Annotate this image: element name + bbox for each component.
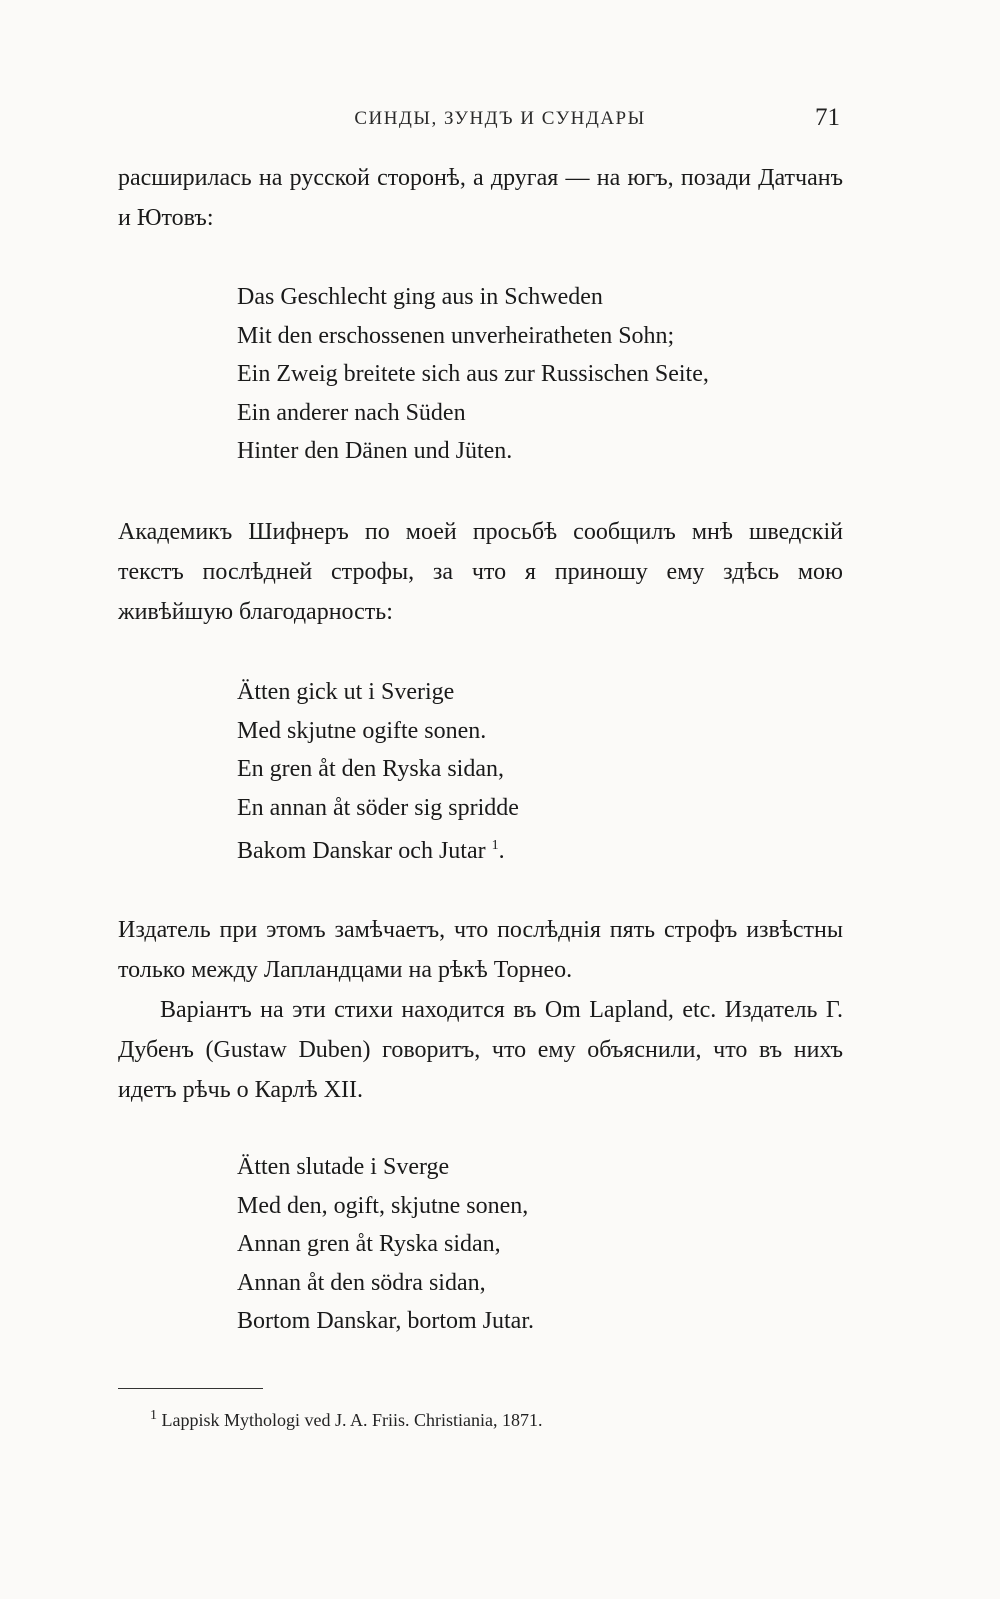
verse-line: Ein Zweig breitete sich aus zur Russischen Seite, (237, 361, 709, 387)
verse-line: Ein anderer nach Süden (237, 399, 466, 426)
verse-line: Med skjutne ogifte sonen. (237, 717, 487, 744)
running-title: СИНДЫ, ЗУНДЪ И СУНДАРЫ (354, 108, 646, 129)
verse-line (237, 827, 837, 871)
footnote-text: Lappisk Mythologi ved J. A. Friis. Christiania, 1871. (161, 1410, 543, 1430)
verse-line: Hinter den Dänen und Jüten. (237, 438, 513, 464)
verse-swedish-2 (237, 1148, 837, 1341)
verse-line-end: . (498, 838, 505, 864)
verse-line: Med den, ogift, skjutne sonen, (237, 1192, 529, 1219)
verse-german (237, 278, 837, 471)
paragraph-1: расширилась на русской сторонѣ, а другая — на югъ, позади Датчанъ и Ютовъ: (118, 165, 843, 231)
verse-line: Annan gren åt Ryska sidan, (237, 1231, 501, 1257)
page-number: 71 (815, 104, 840, 131)
footnote (150, 1408, 543, 1431)
verse-line: En gren åt den Ryska sidan, (237, 756, 504, 782)
paragraph-4 (118, 990, 843, 1110)
verse-line-text: Bakom Danskar och Jutar (237, 838, 486, 864)
verse-swedish-1 (237, 673, 837, 871)
paragraph-2: Академикъ Шифнеръ по моей просьбѣ сообщилъ мнѣ шведскій текстъ послѣдней строфы, за что я приношу ему здѣсь мою живѣйшую благодарность: (118, 519, 843, 625)
verse-line: En annan åt söder sig spridde (237, 794, 519, 821)
paragraph-3: Издатель при этомъ замѣчаетъ, что послѣднія пять строфъ извѣстны только между Лапландцами на рѣкѣ Торнео. (118, 917, 843, 983)
footnote-mark: 1 (150, 1408, 157, 1423)
verse-line: Ätten gick ut i Sverige (237, 679, 455, 705)
verse-line: Ätten slutade i Sverge (237, 1154, 450, 1180)
paragraph-4-text: Варіантъ на эти стихи находится въ Om Lapland, etc. Издатель Г. Дубенъ (Gustaw Duben) говоритъ, что ему объяснили, что въ нихъ идетъ рѣчь о Карлѣ XII. (118, 997, 843, 1103)
footnote-ref: 1 (491, 838, 499, 853)
verse-line: Mit den erschossenen unverheiratheten Sohn; (237, 322, 675, 349)
verse-line: Das Geschlecht ging aus in Schweden (237, 284, 603, 310)
verse-line: Bortom Danskar, bortom Jutar. (237, 1308, 534, 1334)
footnote-divider (118, 1388, 263, 1389)
verse-line: Annan åt den södra sidan, (237, 1269, 486, 1296)
